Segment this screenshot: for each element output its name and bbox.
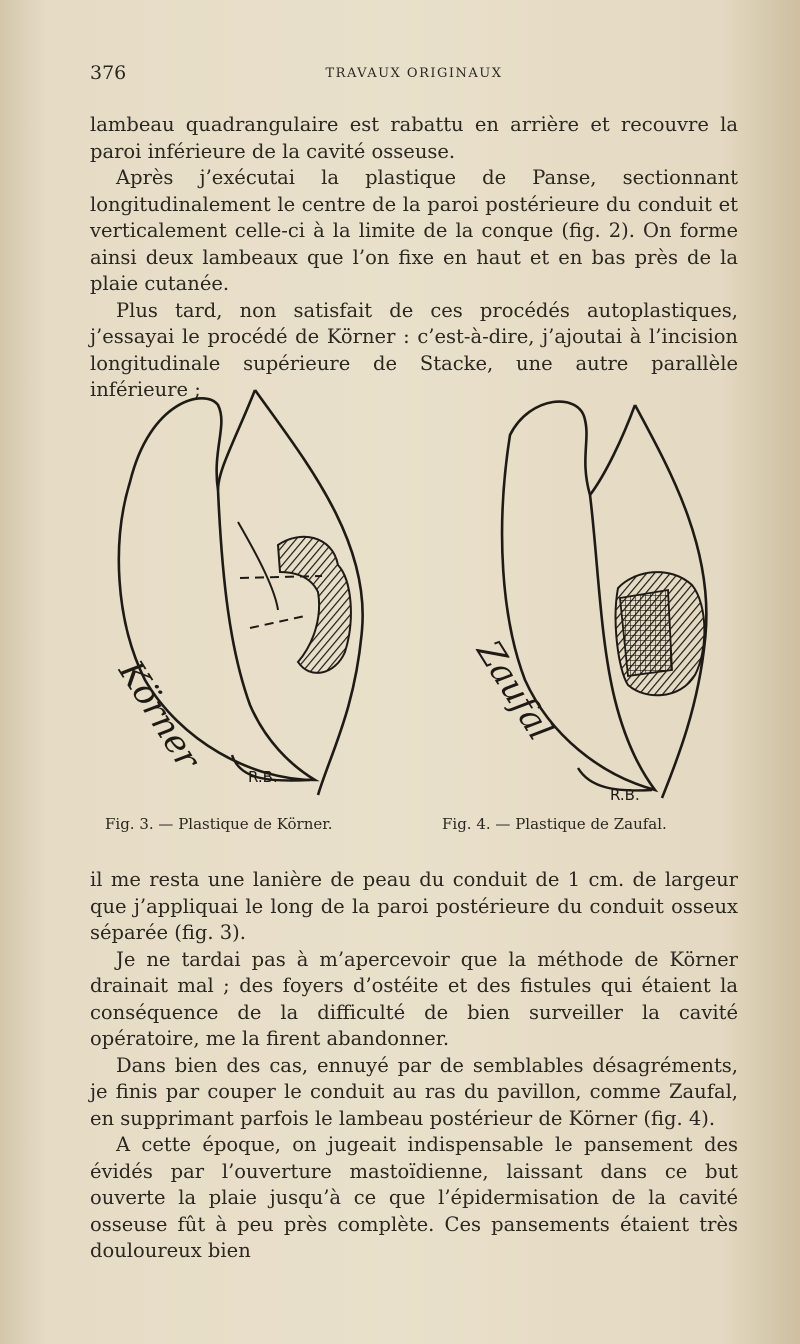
figure-zaufal — [440, 380, 740, 833]
korner-ear-illustration — [100, 380, 400, 810]
text-block-top — [90, 112, 738, 404]
artist-initials: R.B. — [248, 768, 278, 786]
signature-text: Körner — [110, 653, 208, 777]
figure-caption: Fig. 3. — Plastique de Körner. — [105, 815, 333, 833]
incision-left-edge — [590, 405, 635, 495]
zaufal-ear-illustration — [440, 380, 740, 810]
paragraph: Plus tard, non satisfait de ces procédés autoplastiques, j’essayai le procédé de Körner : c’est-à-dire, j’ajoutai à l’incision longitudinale supérieure de Stacke, une autre parallèle inférieure ; — [90, 298, 738, 401]
figure-caption: Fig. 4. — Plastique de Zaufal. — [442, 815, 667, 833]
paragraph: il me resta une lanière de peau du conduit de 1 cm. de largeur que j’appliquai le long de la paroi postérieure du conduit osseux séparée (fig. 3). — [90, 868, 738, 944]
paragraph: Dans bien des cas, ennuyé par de semblables désagréments, je finis par couper le conduit au ras du pavillon, comme Zaufal, en supprimant parfois le lambeau postérieur de Körner (fig. 4). — [90, 1053, 738, 1130]
paragraph: lambeau quadrangulaire est rabattu en arrière et recouvre la paroi inférieure de la cavité osseuse. — [90, 113, 738, 163]
hatched-flap — [278, 537, 351, 673]
text-block-bottom — [90, 867, 738, 1265]
figures-row — [100, 380, 740, 833]
artist-initials: R.B. — [610, 786, 640, 804]
paragraph: Après j’exécutai la plastique de Panse, sectionnant longitudinalement le centre de la paroi postérieure du conduit et verticalement celle-ci à la limite de la conque (fig. 2). On forme ainsi deux lambeaux que l’on fixe en haut et en bas près de la plaie cutanée. — [90, 166, 738, 295]
running-title: TRAVAUX ORIGINAUX — [325, 66, 503, 81]
page-header — [90, 62, 738, 92]
incision-left-edge — [218, 390, 255, 490]
paragraph: A cette époque, on jugeait indispensable le pansement des évidés par l’ouverture mastoïdienne, laissant dans ce but ouverte la plaie jusqu’à ce que l’épidermisation de la cavité osseuse fût à peu près complète. Ces pansements étaient très douloureux bien — [90, 1133, 738, 1262]
gridded-canal — [620, 590, 672, 676]
paragraph: Je ne tardai pas à m’apercevoir que la méthode de Körner drainait mal ; des foyers d’ostéite et des fistules qui étaient la conséquence de la difficulté de bien surveiller la cavité opératoire, me la firent abandonner. — [90, 947, 738, 1050]
signature-text: Zaufal — [468, 633, 561, 748]
figure-korner — [100, 380, 400, 833]
canal-line — [238, 522, 278, 610]
page-number: 376 — [90, 62, 127, 84]
dashed-incision-lower — [250, 616, 305, 628]
